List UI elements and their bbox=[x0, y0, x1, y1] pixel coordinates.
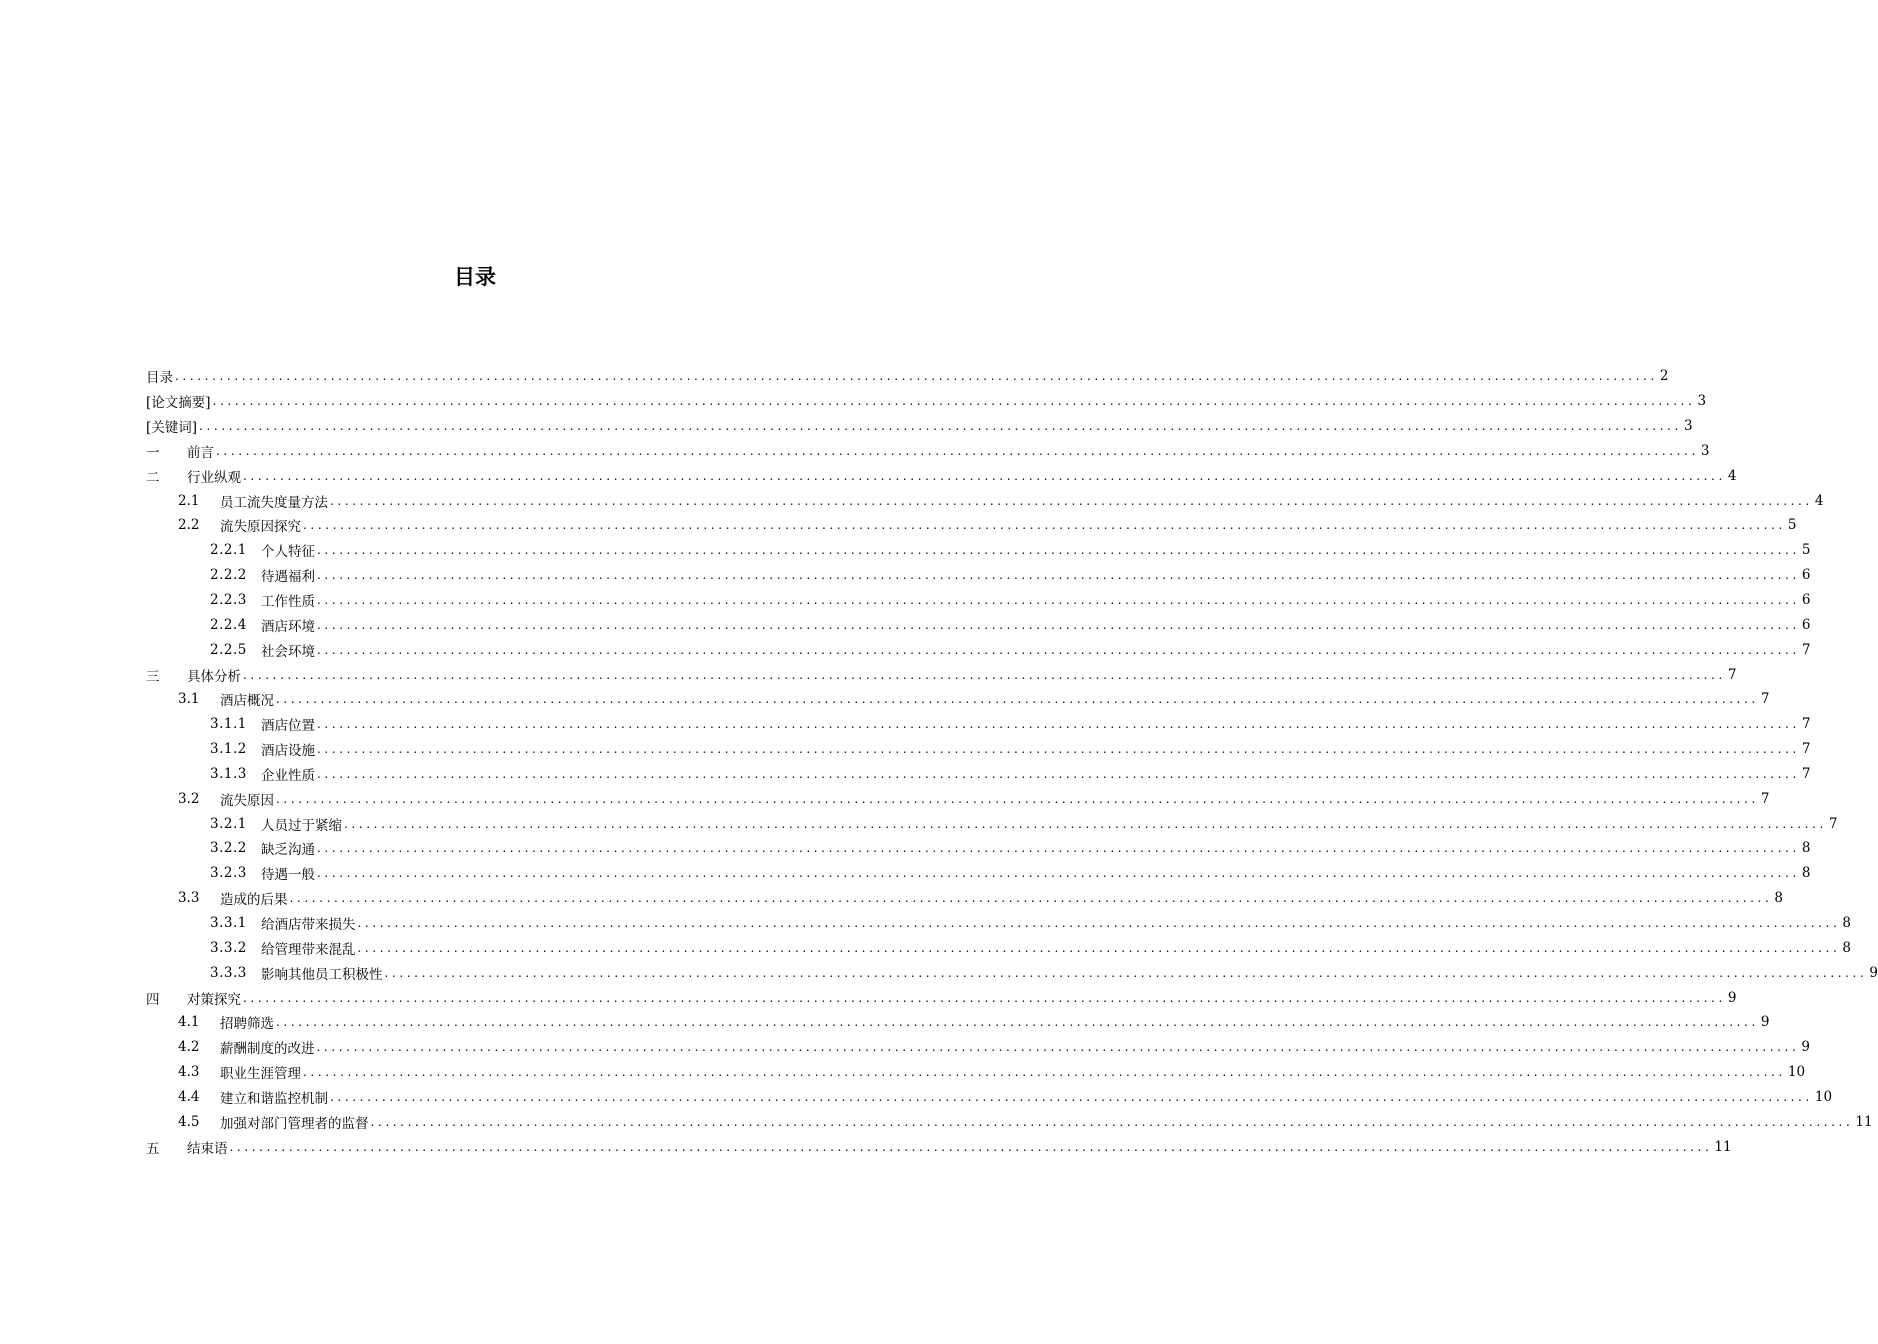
toc-entry-label: 职业生涯管理 bbox=[220, 1066, 301, 1083]
toc-entry-page: 10 bbox=[1814, 1088, 1833, 1105]
toc-entry[interactable] bbox=[146, 886, 1783, 911]
toc-entry-number: 2.2 bbox=[178, 517, 200, 534]
toc-entry-number: 2.2.3 bbox=[210, 592, 247, 609]
toc-entry-label: 酒店环境 bbox=[261, 618, 315, 635]
toc-entry-number: 二 bbox=[146, 469, 160, 486]
toc-title: 目录 bbox=[454, 265, 496, 289]
toc-entry-number: 3.3.2 bbox=[210, 939, 247, 956]
toc-entry[interactable] bbox=[146, 563, 1811, 588]
toc-entry-number: 2.2.5 bbox=[210, 641, 247, 658]
toc-entry-label: 前言 bbox=[187, 444, 214, 461]
toc-entry[interactable] bbox=[146, 612, 1811, 637]
toc-entry-label: 人员过于紧缩 bbox=[261, 817, 342, 834]
toc-entry-page: 11 bbox=[1855, 1113, 1873, 1130]
toc-dot-leader: ........................................................................................................................................................................................................ bbox=[276, 692, 1759, 707]
toc-entry-page: 8 bbox=[1842, 914, 1851, 931]
toc-entry-page: 11 bbox=[1714, 1138, 1732, 1155]
toc-entry-page: 5 bbox=[1787, 517, 1797, 534]
toc-dot-leader: ........................................................................................................................................................................................................ bbox=[212, 394, 1696, 409]
toc-entry[interactable] bbox=[146, 662, 1737, 687]
toc-entry-number: 一 bbox=[146, 444, 160, 461]
toc-entry-label: 工作性质 bbox=[261, 594, 315, 611]
toc-dot-leader: ........................................................................................................................................................................................................ bbox=[303, 1065, 1786, 1080]
toc-dot-leader: ........................................................................................................................................................................................................ bbox=[175, 369, 1658, 384]
toc-dot-leader: ........................................................................................................................................................................................................ bbox=[303, 518, 1786, 533]
toc-entry-label: 企业性质 bbox=[261, 767, 315, 784]
toc-entry[interactable] bbox=[146, 538, 1811, 563]
toc-entry-page: 3 bbox=[1683, 418, 1693, 435]
toc-entry-label: 对策探究 bbox=[187, 991, 241, 1008]
toc-entry-page: 7 bbox=[1727, 666, 1737, 683]
toc-entry-label: [论文摘要] bbox=[146, 395, 211, 412]
toc-entry[interactable] bbox=[146, 762, 1811, 787]
toc-dot-leader: ........................................................................................................................................................................................................ bbox=[243, 667, 1726, 682]
toc-entry-page: 6 bbox=[1801, 567, 1811, 584]
toc-entry-page: 10 bbox=[1787, 1064, 1806, 1081]
toc-entry[interactable] bbox=[146, 1035, 1810, 1060]
toc-entry[interactable] bbox=[146, 811, 1838, 836]
toc-entry-label: 建立和谐监控机制 bbox=[220, 1090, 328, 1107]
toc-entry-label: 招聘筛选 bbox=[220, 1016, 274, 1033]
toc-entry[interactable] bbox=[146, 935, 1851, 960]
toc-entry-page: 7 bbox=[1828, 815, 1838, 832]
toc-dot-leader: ........................................................................................................................................................................................................ bbox=[243, 468, 1726, 483]
toc-dot-leader: ........................................................................................................................................................................................................ bbox=[317, 841, 1800, 856]
toc-entry-label: 个人特征 bbox=[261, 544, 315, 561]
toc-entry[interactable] bbox=[146, 836, 1811, 861]
toc-entry-label: 结束语 bbox=[187, 1140, 228, 1157]
toc-entry[interactable] bbox=[146, 786, 1770, 811]
toc-dot-leader: ........................................................................................................................................................................................................ bbox=[317, 617, 1800, 632]
toc-entry-page: 7 bbox=[1760, 691, 1770, 708]
toc-entry-page: 4 bbox=[1814, 492, 1824, 509]
toc-entry-page: 5 bbox=[1801, 542, 1811, 559]
toc-entry[interactable] bbox=[146, 439, 1710, 464]
toc-entry[interactable] bbox=[146, 513, 1797, 538]
toc-entry-label: 给管理带来混乱 bbox=[261, 941, 356, 958]
toc-entry-number: 4.2 bbox=[178, 1039, 200, 1056]
toc-entry-page: 9 bbox=[1801, 1039, 1810, 1056]
toc-entry-page: 3 bbox=[1700, 442, 1710, 459]
toc-entry-number: 五 bbox=[146, 1140, 160, 1157]
toc-entry[interactable] bbox=[146, 960, 1878, 985]
toc-entry[interactable] bbox=[146, 712, 1811, 737]
toc-entry[interactable] bbox=[146, 414, 1693, 439]
toc-entry-number: 3.1 bbox=[178, 691, 200, 708]
toc-entry-page: 9 bbox=[1727, 989, 1737, 1006]
toc-dot-leader: ........................................................................................................................................................................................................ bbox=[344, 816, 1827, 831]
toc-entry-label: 目录 bbox=[146, 370, 173, 387]
toc-entry-page: 8 bbox=[1774, 890, 1783, 907]
toc-dot-leader: ........................................................................................................................................................................................................ bbox=[317, 593, 1800, 608]
toc-dot-leader: ........................................................................................................................................................................................................ bbox=[317, 866, 1800, 881]
toc-entry-label: 行业纵观 bbox=[187, 469, 241, 486]
toc-entry-page: 7 bbox=[1801, 641, 1811, 658]
toc-entry-number: 3.3 bbox=[178, 890, 200, 907]
toc-entry-number: 3.1.1 bbox=[210, 716, 247, 733]
toc-entry-number: 3.2.3 bbox=[210, 865, 247, 882]
toc-entry-page: 6 bbox=[1801, 616, 1811, 633]
toc-entry-label: 加强对部门管理者的监督 bbox=[220, 1115, 369, 1132]
toc-entry-page: 8 bbox=[1842, 939, 1851, 956]
toc-entry[interactable] bbox=[146, 1134, 1732, 1159]
toc-entry-number: 3.2.2 bbox=[210, 840, 247, 857]
toc-dot-leader: ........................................................................................................................................................................................................ bbox=[317, 717, 1800, 732]
toc-entry-label: 酒店概况 bbox=[220, 693, 274, 710]
toc-entry-label: 给酒店带来损失 bbox=[261, 916, 356, 933]
toc-dot-leader: ........................................................................................................................................................................................................ bbox=[317, 543, 1800, 558]
toc-entry-page: 2 bbox=[1659, 368, 1669, 385]
toc-entry-number: 3.3.3 bbox=[210, 964, 247, 981]
toc-entry-page: 9 bbox=[1869, 964, 1878, 981]
toc-entry[interactable] bbox=[146, 861, 1811, 886]
toc-entry-label: 员工流失度量方法 bbox=[220, 494, 328, 511]
toc-entry-page: 3 bbox=[1697, 393, 1707, 410]
toc-entry[interactable] bbox=[146, 488, 1824, 513]
toc-entry-number: 4.4 bbox=[178, 1088, 200, 1105]
toc-entry-number: 4.5 bbox=[178, 1113, 200, 1130]
toc-entry-number: 3.2 bbox=[178, 790, 200, 807]
toc-dot-leader: ........................................................................................................................................................................................................ bbox=[384, 965, 1868, 980]
toc-dot-leader: ........................................................................................................................................................................................................ bbox=[317, 742, 1800, 757]
toc-entry-page: 6 bbox=[1801, 592, 1811, 609]
toc-dot-leader: ........................................................................................................................................................................................................ bbox=[276, 1015, 1759, 1030]
toc-dot-leader: ........................................................................................................................................................................................................ bbox=[216, 443, 1699, 458]
toc-entry-number: 2.1 bbox=[178, 492, 200, 509]
toc-dot-leader: ........................................................................................................................................................................................................ bbox=[317, 766, 1800, 781]
toc-entry-label: 缺乏沟通 bbox=[261, 842, 315, 859]
toc-entry[interactable] bbox=[146, 1109, 1873, 1134]
toc-entry-label: 酒店设施 bbox=[261, 743, 315, 760]
toc-entry-number: 四 bbox=[146, 991, 160, 1008]
toc-entry[interactable] bbox=[146, 463, 1737, 488]
toc-entry[interactable] bbox=[146, 637, 1811, 662]
toc-entry-number: 3.2.1 bbox=[210, 815, 247, 832]
toc-entry-number: 2.2.2 bbox=[210, 567, 247, 584]
toc-entry-label: 流失原因探究 bbox=[220, 519, 301, 536]
toc-entry-number: 2.2.1 bbox=[210, 542, 247, 559]
toc-entry[interactable] bbox=[146, 985, 1737, 1010]
toc-entry-page: 7 bbox=[1801, 716, 1811, 733]
toc-entry[interactable] bbox=[146, 389, 1707, 414]
toc-entry-label: 薪酬制度的改进 bbox=[220, 1041, 315, 1058]
toc-dot-leader: ........................................................................................................................................................................................................ bbox=[229, 1139, 1713, 1154]
toc-dot-leader: ........................................................................................................................................................................................................ bbox=[370, 1114, 1854, 1129]
toc-entry-number: 4.3 bbox=[178, 1064, 200, 1081]
toc-entry-label: 待遇一般 bbox=[261, 867, 315, 884]
toc-dot-leader: ........................................................................................................................................................................................................ bbox=[199, 419, 1682, 434]
toc-entry-label: 造成的后果 bbox=[220, 892, 288, 909]
toc-entry[interactable] bbox=[146, 1084, 1833, 1109]
toc-entry-number: 三 bbox=[146, 668, 160, 685]
toc-entry-label: 社会环境 bbox=[261, 643, 315, 660]
toc-entry-page: 4 bbox=[1727, 467, 1737, 484]
toc-dot-leader: ........................................................................................................................................................................................................ bbox=[316, 1040, 1800, 1055]
toc-entry[interactable] bbox=[146, 1060, 1806, 1085]
toc-entry[interactable] bbox=[146, 588, 1811, 613]
toc-entry-label: 酒店位置 bbox=[261, 718, 315, 735]
toc-dot-leader: ........................................................................................................................................................................................................ bbox=[276, 791, 1759, 806]
toc-entry-page: 8 bbox=[1801, 840, 1811, 857]
toc-entry-number: 2.2.4 bbox=[210, 616, 247, 633]
toc-entry[interactable] bbox=[146, 687, 1770, 712]
toc-list bbox=[146, 364, 1878, 1159]
toc-entry[interactable] bbox=[146, 737, 1811, 762]
toc-entry-page: 7 bbox=[1760, 790, 1770, 807]
toc-dot-leader: ........................................................................................................................................................................................................ bbox=[243, 990, 1726, 1005]
toc-entry[interactable] bbox=[146, 911, 1851, 936]
toc-entry[interactable] bbox=[146, 1010, 1770, 1035]
toc-dot-leader: ........................................................................................................................................................................................................ bbox=[330, 493, 1813, 508]
toc-dot-leader: ........................................................................................................................................................................................................ bbox=[289, 891, 1773, 906]
toc-dot-leader: ........................................................................................................................................................................................................ bbox=[330, 1089, 1813, 1104]
toc-dot-leader: ........................................................................................................................................................................................................ bbox=[317, 568, 1800, 583]
toc-entry-number: 3.1.3 bbox=[210, 765, 247, 782]
toc-entry-label: 待遇福利 bbox=[261, 569, 315, 586]
toc-entry-page: 7 bbox=[1801, 765, 1811, 782]
toc-entry-number: 4.1 bbox=[178, 1014, 200, 1031]
toc-entry-page: 8 bbox=[1801, 865, 1811, 882]
toc-entry-number: 3.1.2 bbox=[210, 741, 247, 758]
toc-entry-page: 7 bbox=[1801, 741, 1811, 758]
toc-entry-number: 3.3.1 bbox=[210, 914, 247, 931]
toc-dot-leader: ........................................................................................................................................................................................................ bbox=[357, 915, 1841, 930]
toc-entry-label: 流失原因 bbox=[220, 792, 274, 809]
toc-entry-page: 9 bbox=[1760, 1014, 1770, 1031]
toc-dot-leader: ........................................................................................................................................................................................................ bbox=[317, 642, 1800, 657]
toc-dot-leader: ........................................................................................................................................................................................................ bbox=[357, 940, 1841, 955]
toc-entry[interactable] bbox=[146, 364, 1669, 389]
toc-entry-label: 影响其他员工积极性 bbox=[261, 966, 383, 983]
toc-entry-label: 具体分析 bbox=[187, 668, 241, 685]
toc-entry-label: [关键词] bbox=[146, 420, 198, 437]
